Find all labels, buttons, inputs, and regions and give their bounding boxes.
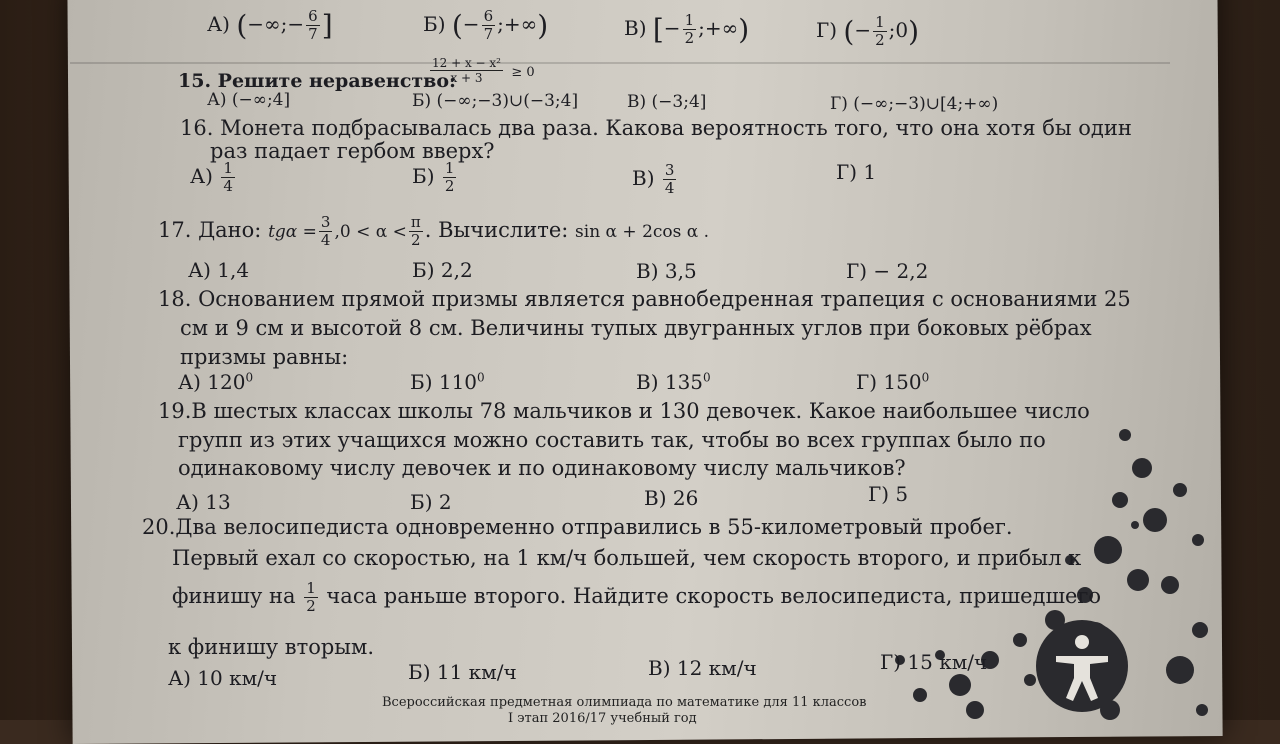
q15-option-c: В) (−3;4]	[627, 92, 707, 112]
q18-option-a: А) $120^0$	[178, 370, 254, 394]
q20-option-b: Б) 11 км/ч	[408, 660, 517, 684]
q19-question-line2: групп из этих учащихся можно составить так, чтобы во всех группах было по	[178, 428, 1046, 452]
q18-question-line2: см и 9 см и высотой 8 см. Величины тупых двугранных углов при боковых рёбрах	[180, 316, 1092, 340]
q15-option-d: Г) (−∞;−3)∪[4;+∞)	[830, 94, 999, 114]
q19-question-line1: 19.В шестых классах школы 78 мальчиков и 130 девочек. Какое наибольшее число	[158, 399, 1090, 423]
q20-option-a: А) 10 км/ч	[168, 666, 278, 690]
q15-option-a: А) (−∞;4]	[207, 90, 291, 110]
q15-inequality: $\frac{\text{12 + x − x²}}{x + 3}$ ≥ 0	[432, 56, 535, 85]
q19-question-line3: одинаковому числу девочек и по одинаковому числу мальчиков?	[178, 456, 906, 480]
q16-option-a: А) $\frac{1}{4}$	[190, 159, 233, 195]
q14-option-b: Б) (− $\frac{6}{7}$ ;+∞)	[423, 7, 549, 43]
q20-question-line2: Первый ехал со скоростью, на 1 км/ч большей, чем скорость второго, и прибыл к	[172, 546, 1082, 570]
q20-question-line3: финишу на $\frac{1}{2}$ часа раньше второго. Найдите скорость велосипедиста, пришедшего	[172, 579, 1102, 615]
q15-option-b: Б) (−∞;−3)∪(−3;4]	[412, 91, 579, 111]
q16-question-line1: 16. Монета подбрасывалась два раза. Какова вероятность того, что она хотя бы один	[180, 116, 1132, 140]
q19-option-d: Г) 5	[868, 482, 909, 506]
q18-question-line3: призмы равны:	[180, 345, 349, 369]
q17-option-c: В) 3,5	[636, 259, 697, 283]
q17-question: 17. Дано: tgα = $\frac{3}{4}$ ,0 < α < $\frac{\pi}{2}$ . Вычислите: sin α + 2cos α .	[158, 213, 710, 249]
q16-option-b: Б) $\frac{1}{2}$	[412, 159, 455, 195]
q14-option-d: Г) (− $\frac{1}{2}$ ;0)	[816, 13, 920, 49]
q17-option-a: А) 1,4	[188, 258, 250, 282]
q18-option-b: Б) $110^0$	[410, 370, 485, 394]
q16-option-d: Г) 1	[836, 160, 877, 184]
q20-question-line4: к финишу вторым.	[168, 635, 375, 659]
q20-option-d: Г) 15 км/ч	[880, 650, 988, 674]
q19-option-c: В) 26	[644, 486, 699, 510]
q18-option-c: В) $135^0$	[636, 370, 711, 394]
q19-option-a: А) 13	[176, 490, 231, 514]
footer-year: I этап 2016/17 учебный год	[508, 711, 697, 726]
q15-question: 15. Решите неравенство:	[178, 70, 457, 92]
q18-option-d: Г) $150^0$	[856, 370, 930, 394]
q20-option-c: В) 12 км/ч	[648, 656, 757, 680]
q16-option-c: В) $\frac{3}{4}$	[632, 161, 675, 197]
q14-option-c: В) [− $\frac{1}{2}$ ;+∞)	[624, 11, 750, 47]
q20-question-line1: 20.Два велосипедиста одновременно отправились в 55-километровый пробег.	[142, 515, 1013, 539]
q17-option-b: Б) 2,2	[412, 258, 473, 282]
q19-option-b: Б) 2	[410, 490, 452, 514]
footer-olympiad-title: Всероссийская предметная олимпиада по математике для 11 классов	[382, 695, 867, 710]
q18-question-line1: 18. Основанием прямой призмы является равнобедренная трапеция с основаниями 25	[158, 287, 1131, 311]
q14-option-a: А) (−∞;− $\frac{6}{7}$ ]	[207, 7, 333, 43]
q17-option-d: Г) − 2,2	[846, 259, 929, 283]
q16-question-line2: раз падает гербом вверх?	[210, 139, 495, 163]
